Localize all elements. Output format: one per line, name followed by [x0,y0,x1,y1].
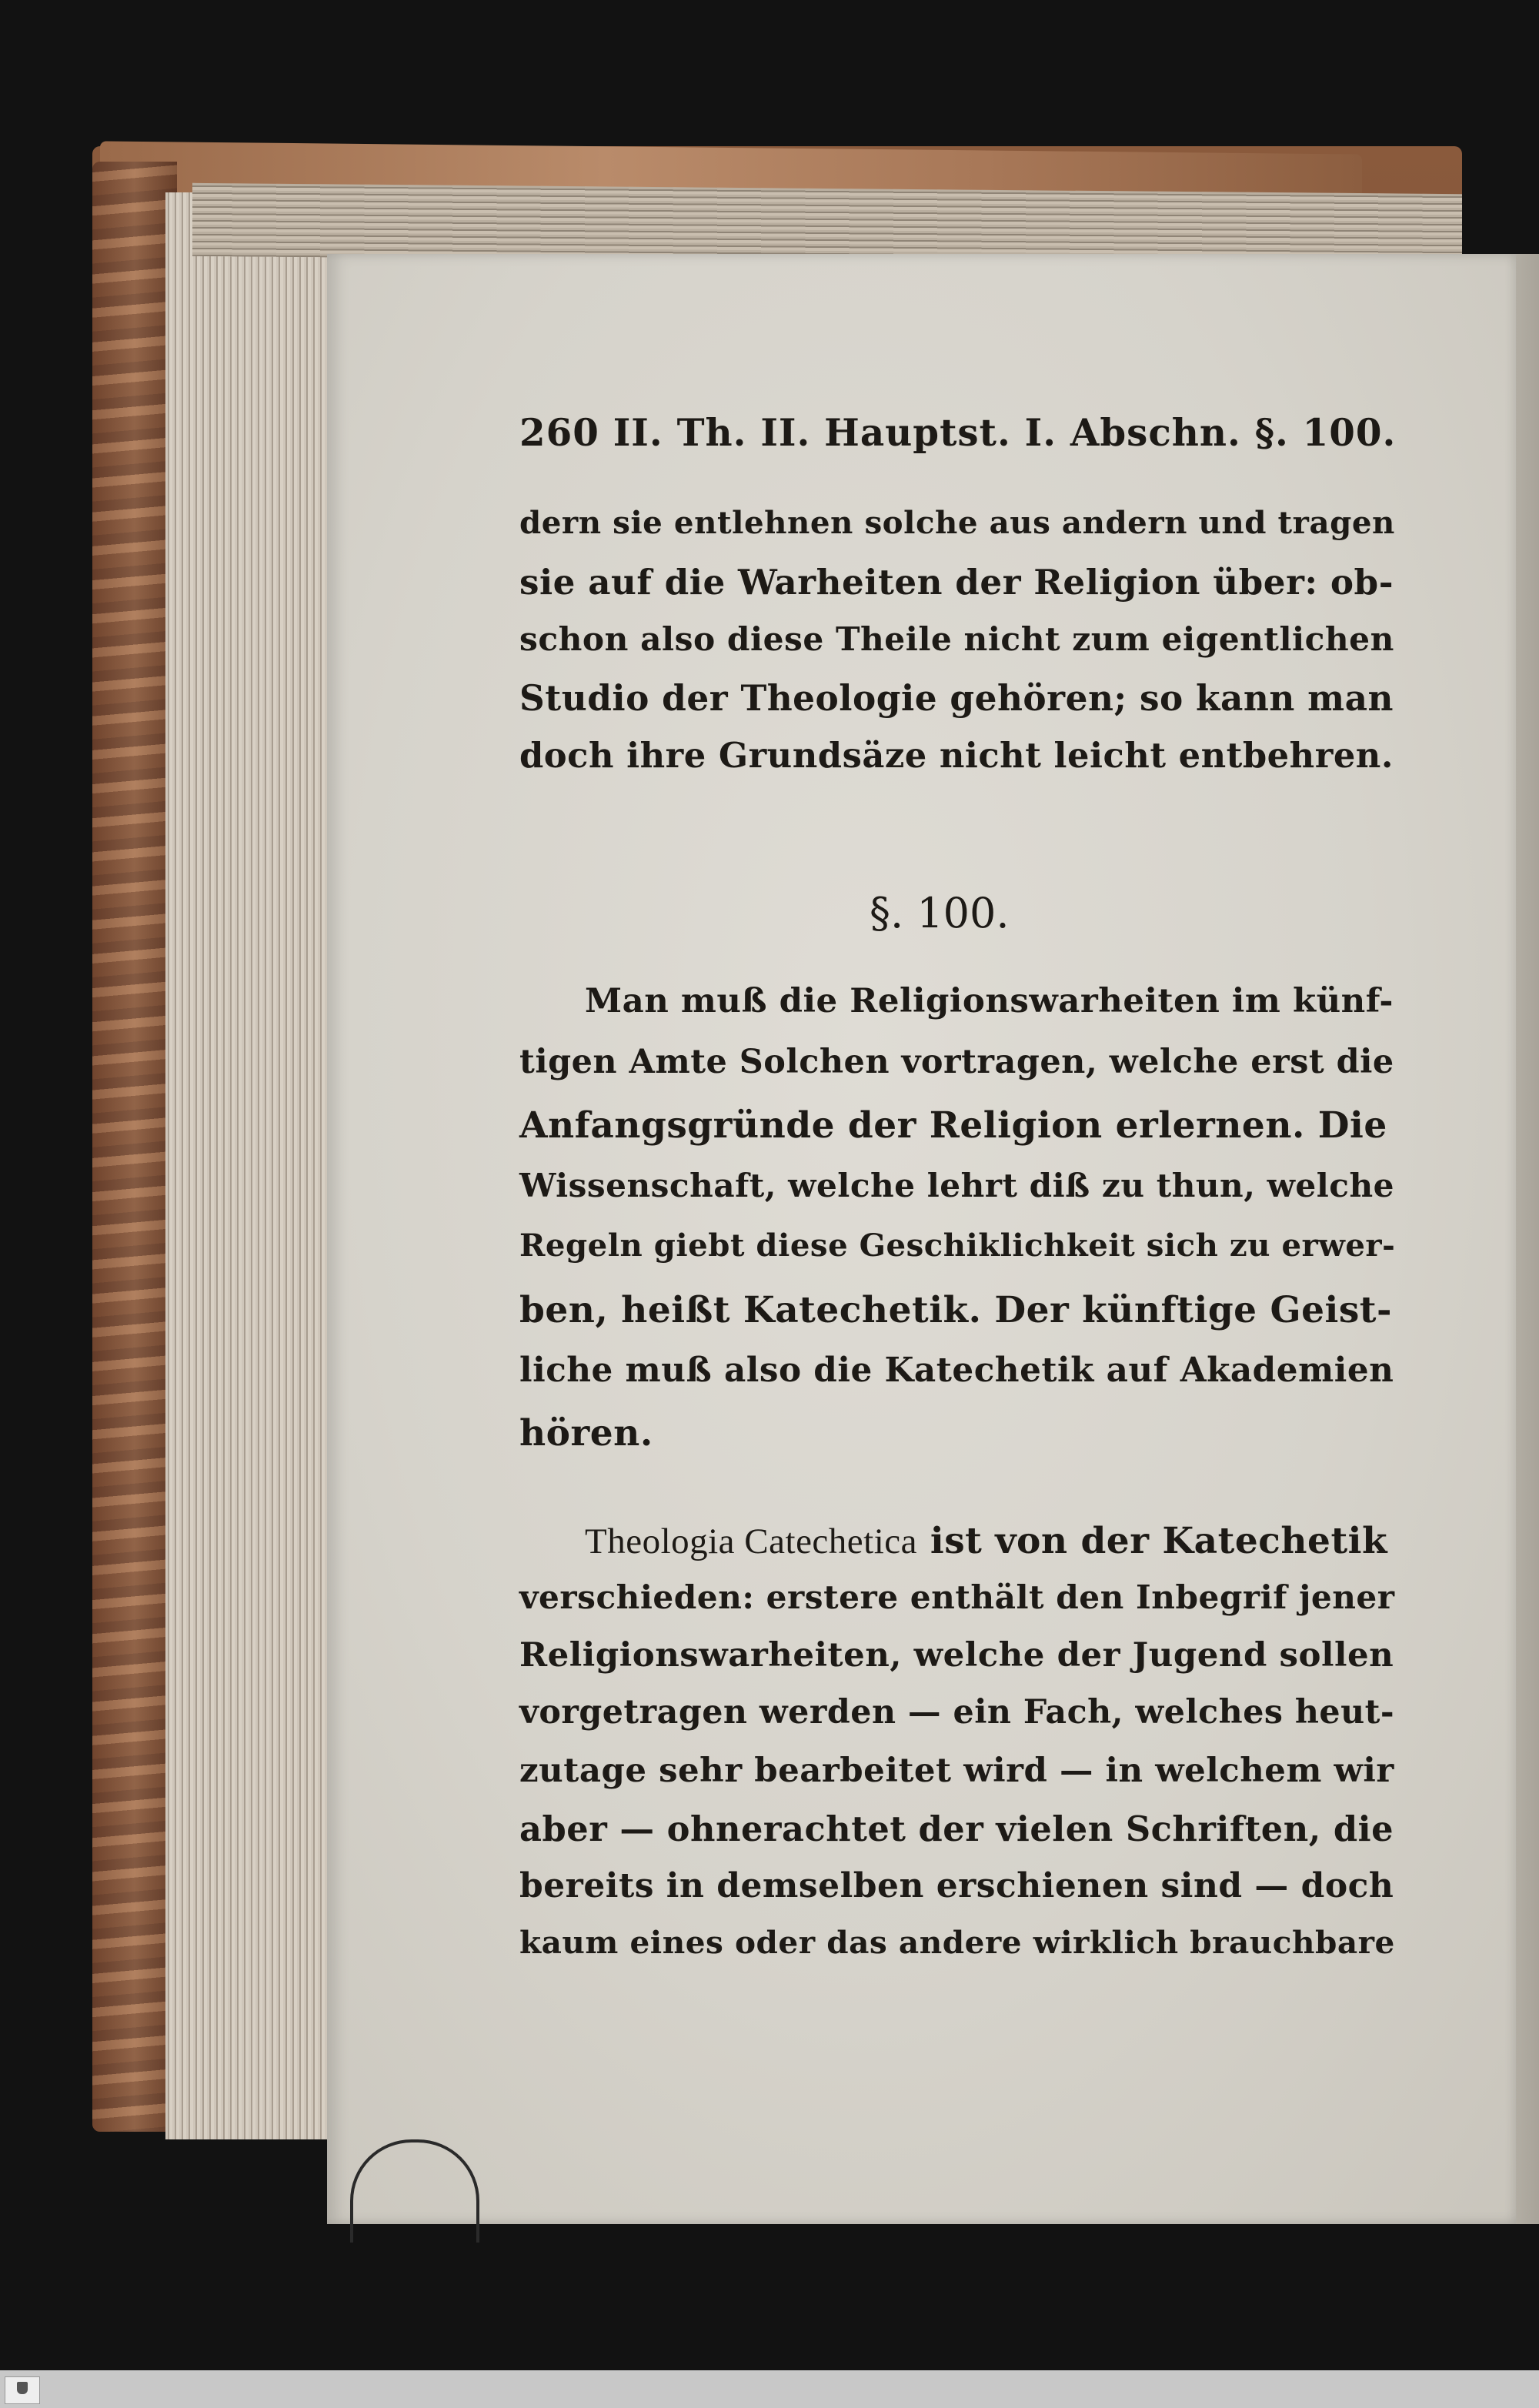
section-heading: §. 100. [870,889,1010,937]
text-line: doch ihre Grundsäze nicht leicht entbehren. [519,735,1394,776]
text-line: kaum eines oder das andere wirklich brauchbare [519,1924,1395,1961]
library-logo-icon [5,2376,40,2404]
text-line: ben, heißt Katechetik. Der künftige Geist- [519,1289,1393,1331]
text-line: verschieden: erstere enthält den Inbegrif jener [519,1578,1395,1616]
text-line: bereits in demselben erschienen sind — doch [519,1866,1394,1905]
text-line: Regeln giebt diese Geschiklichkeit sich zu erwer- [519,1227,1396,1264]
text-line-rest: ist von der Katechetik [917,1520,1388,1562]
text-line [585,1520,1387,1562]
text-line: Wissenschaft, welche lehrt diß zu thun, welche [519,1166,1394,1204]
text-line: aber — ohnerachtet der vielen Schriften, die [519,1809,1394,1849]
text-line: dern sie entlehnen solche aus andern und tragen [519,504,1395,541]
text-line: tigen Amte Solchen vortragen, welche erst die [519,1043,1394,1081]
text-line: zutage sehr bearbeitet wird — in welchem wir [519,1751,1394,1790]
running-head: 260 II. Th. II. Hauptst. I. Abschn. §. 100. [519,412,1397,455]
text-line: schon also diese Theile nicht zum eigentlichen [519,620,1394,658]
text-line: Studio der Theologie gehören; so kann man [519,677,1394,719]
page-stack-left-edge [165,192,344,2139]
viewer-footer-bar [0,2370,1539,2408]
text-line: Religionswarheiten, welche der Jugend sollen [519,1635,1394,1675]
text-line: hören. [519,1412,653,1454]
text-line: Man muß die Religionswarheiten im künf- [585,981,1394,1020]
latin-term: Theologia Catechetica [585,1521,917,1561]
text-line: liche muß also die Katechetik auf Akademien [519,1351,1394,1390]
text-line: vorgetragen werden — ein Fach, welches heut- [519,1693,1395,1732]
text-line: sie auf die Warheiten der Religion über: ob- [519,562,1394,603]
book-cover-marbled-edge [92,162,177,2132]
text-line: Anfangsgründe der Religion erlernen. Die [519,1104,1387,1147]
